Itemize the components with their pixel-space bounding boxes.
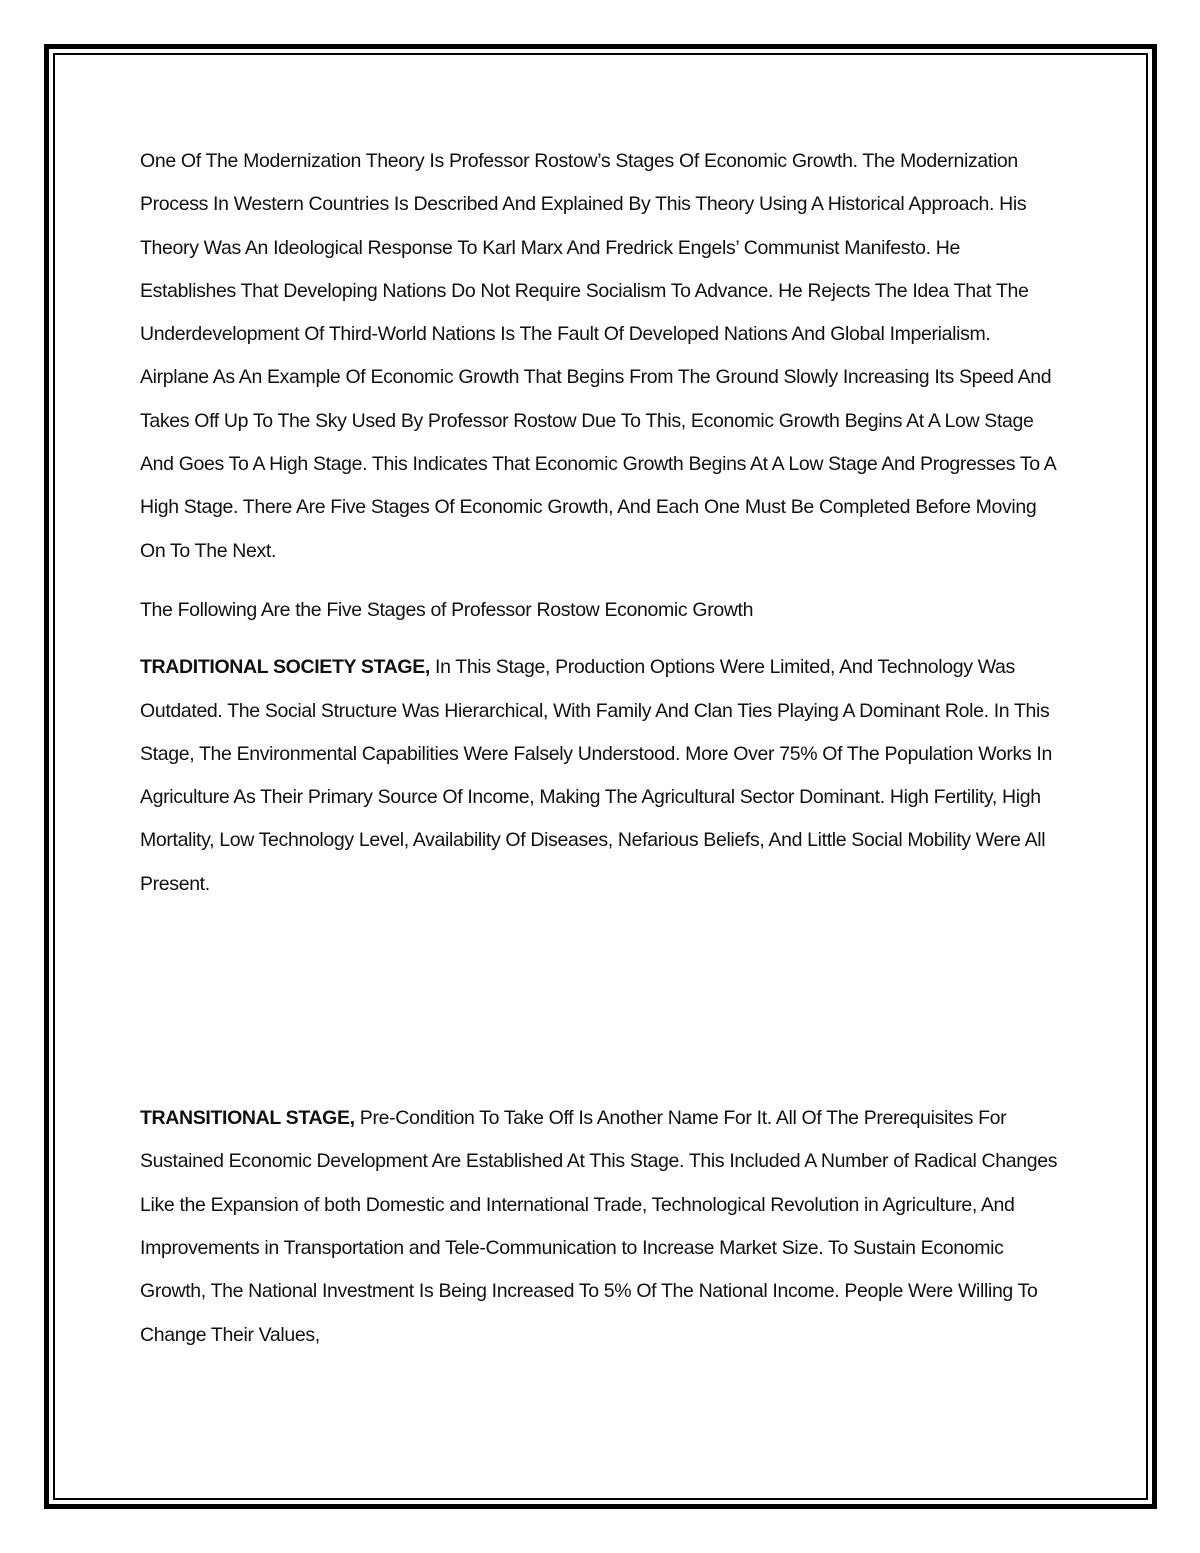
traditional-stage-body: In This Stage, Production Options Were Limited, And Technology Was Outdated. The Social Structure Was Hierarchical, With Family And Clan Ties Playing A Dominant Role. In This Stage, The Environmental Capabilities Were Falsely Understood. More Over 75% Of The Population Works In Agriculture As Their Primary Source Of Income, Making The Agricultural Sector Dominant. High Fertility, High Mortality, Low Technology Level, Availability Of Diseases, Nefarious Beliefs, And Little Social Mobility Were All Present.	[140, 656, 1052, 895]
transitional-stage-body: Pre-Condition To Take Off Is Another Name For It. All Of The Prerequisites For Sustained Economic Development Are Established At This Stage. This Included A Number of Radical Changes Like the Expansion of both Domestic and International Trade, Technological Revolution in Agriculture, And Improvements in Transportation and Tele-Communication to Increase Market Size. To Sustain Economic Growth, The National Investment Is Being Increased To 5% Of The National Income. People Were Willing To Change Their Values,	[140, 1107, 1058, 1346]
document-body	[140, 140, 1060, 1357]
intro-paragraph: One Of The Modernization Theory Is Professor Rostow’s Stages Of Economic Growth. The Modernization Process In Western Countries Is Described And Explained By This Theory Using A Historical Approach. His Theory Was An Ideological Response To Karl Marx And Fredrick Engels’ Communist Manifesto. He Establishes That Developing Nations Do Not Require Socialism To Advance. He Rejects The Idea That The Underdevelopment Of Third-World Nations Is The Fault Of Developed Nations And Global Imperialism. Airplane As An Example Of Economic Growth That Begins From The Ground Slowly Increasing Its Speed And Takes Off Up To The Sky Used By Professor Rostow Due To This, Economic Growth Begins At A Low Stage And Goes To A High Stage. This Indicates That Economic Growth Begins At A Low Stage And Progresses To A High Stage. There Are Five Stages Of Economic Growth, And Each One Must Be Completed Before Moving On To The Next.	[140, 150, 1056, 562]
stages-intro-paragraph: The Following Are the Five Stages of Professor Rostow Economic Growth	[140, 598, 754, 621]
traditional-stage-paragraph	[140, 646, 1060, 906]
transitional-stage-paragraph	[140, 1097, 1060, 1357]
transitional-stage-heading: TRANSITIONAL STAGE,	[140, 1107, 355, 1130]
traditional-stage-heading: TRADITIONAL SOCIETY STAGE,	[140, 656, 430, 679]
